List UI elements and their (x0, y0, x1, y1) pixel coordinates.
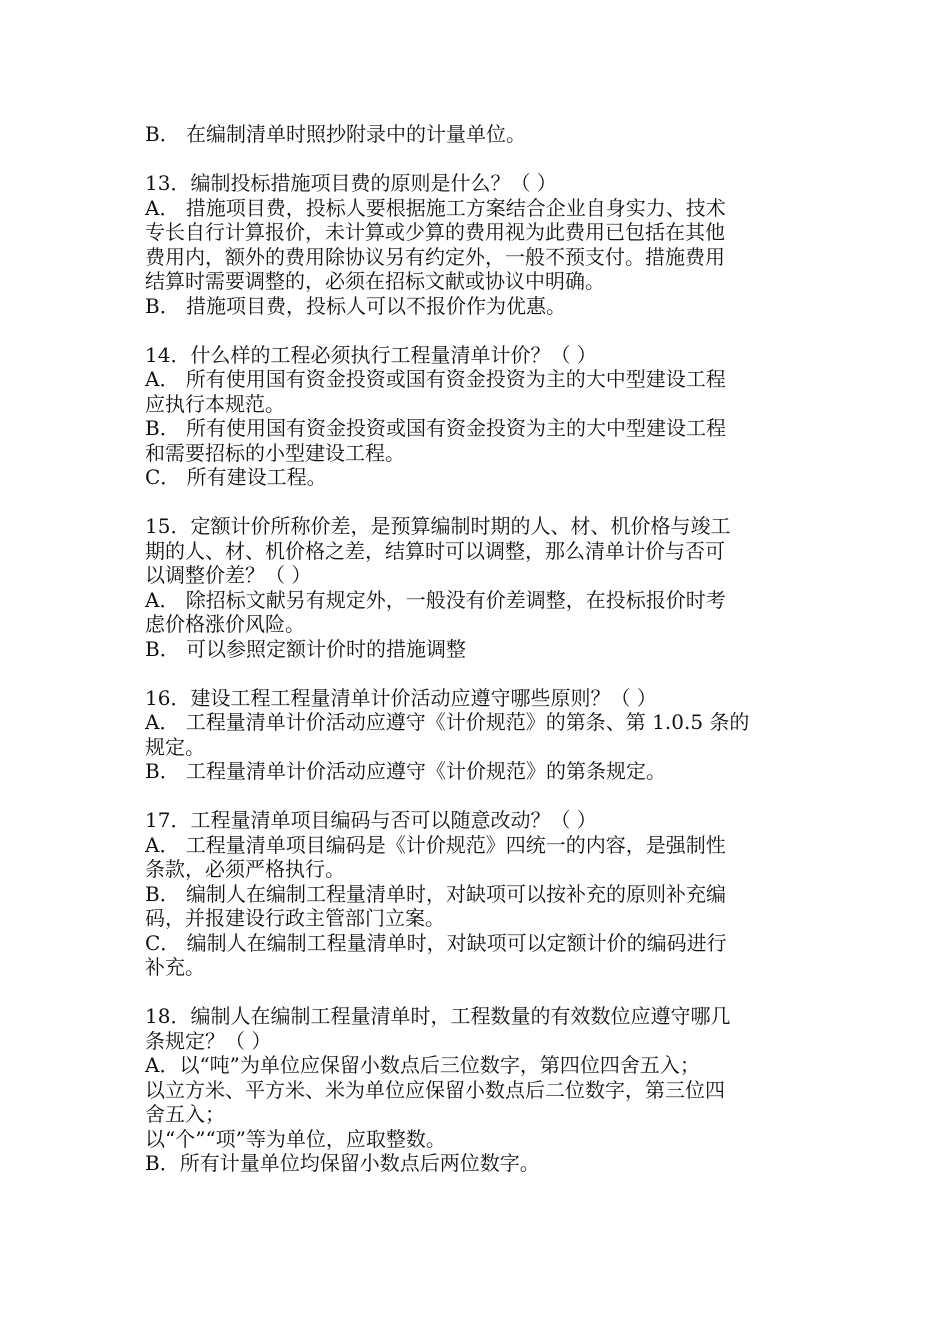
text-line: B． 工程量清单计价活动应遵守《计价规范》的第条规定。 (145, 759, 667, 783)
text-line: 以“个”“项”等为单位，应取整数。 (145, 1126, 446, 1151)
text-line: 舍五入； (145, 1102, 225, 1126)
text-line: B． 措施项目费，投标人可以不报价作为优惠。 (145, 293, 567, 318)
text-line: 14．什么样的工程必须执行工程量清单计价？（ ） (145, 342, 597, 367)
text-line: 期的人、材、机价格之差，结算时可以调整，那么清单计价与否可 (145, 538, 725, 563)
question-block (145, 808, 807, 980)
text-line: B． 可以参照定额计价时的措施调整 (145, 636, 467, 661)
text-line: 规定。 (145, 734, 205, 759)
document-page (145, 122, 807, 1176)
text-line: B． 所有使用国有资金投资或国有资金投资为主的大中型建设工程 (145, 416, 727, 440)
text-line: 16．建设工程工程量清单计价活动应遵守哪些原则？（ ） (145, 685, 657, 710)
text-line: C． 编制人在编制工程量清单时，对缺项可以定额计价的编码进行 (145, 930, 727, 955)
text-line: 应执行本规范。 (145, 391, 285, 416)
question-block (145, 171, 807, 318)
text-line: A． 所有使用国有资金投资或国有资金投资为主的大中型建设工程 (145, 367, 726, 391)
text-line: B． 在编制清单时照抄附录中的计量单位。 (145, 122, 527, 146)
text-line: B．所有计量单位均保留小数点后两位数字。 (145, 1151, 540, 1175)
paragraph-gap (145, 784, 807, 809)
text-line: 条款，必须严格执行。 (145, 857, 345, 881)
text-line: 条规定？（ ） (145, 1028, 272, 1053)
answer-fragment (145, 122, 807, 147)
paragraph-gap (145, 490, 807, 515)
text-line: 13．编制投标措施项目费的原则是什么？（ ） (145, 171, 557, 195)
question-block (145, 514, 807, 661)
text-line: 补充。 (145, 955, 205, 979)
text-line: 17．工程量清单项目编码与否可以随意改动？（ ） (145, 808, 597, 832)
text-line: 费用内，额外的费用除协议另有约定外，一般不预支付。措施费用 (145, 244, 725, 269)
paragraph-gap (145, 661, 807, 686)
question-block (145, 686, 807, 784)
question-block (145, 1004, 807, 1176)
text-line: A． 措施项目费，投标人要根据施工方案结合企业自身实力、技术 (145, 195, 726, 220)
text-line: 18．编制人在编制工程量清单时，工程数量的有效数位应遵守哪几 (145, 1004, 731, 1028)
text-line: A．以“吨”为单位应保留小数点后三位数字，第四位四舍五入； (145, 1053, 700, 1077)
text-line: 以调整价差？（ ） (145, 563, 312, 587)
text-line: B． 编制人在编制工程量清单时，对缺项可以按补充的原则补充编 (145, 881, 727, 906)
text-line: A． 工程量清单计价活动应遵守《计价规范》的第条、第 1.0.5 条的 (145, 710, 750, 734)
text-line: A． 除招标文献另有规定外，一般没有价差调整，在投标报价时考 (145, 587, 726, 612)
text-line: 码，并报建设行政主管部门立案。 (145, 906, 445, 930)
paragraph-gap (145, 147, 807, 172)
paragraph-gap (145, 980, 807, 1005)
text-line: 结算时需要调整的，必须在招标文献或协议中明确。 (145, 269, 605, 293)
question-block (145, 343, 807, 490)
text-line: 和需要招标的小型建设工程。 (145, 440, 405, 465)
paragraph-gap (145, 318, 807, 343)
text-line: 虑价格涨价风险。 (145, 612, 305, 636)
text-line: 以立方米、平方米、米为单位应保留小数点后二位数字，第三位四 (145, 1077, 725, 1102)
text-line: A． 工程量清单项目编码是《计价规范》四统一的内容，是强制性 (145, 832, 726, 857)
text-line: 专长自行计算报价，未计算或少算的费用视为此费用已包括在其他 (145, 220, 725, 244)
text-line: 15．定额计价所称价差，是预算编制时期的人、材、机价格与竣工 (145, 514, 731, 538)
text-line: C． 所有建设工程。 (145, 465, 327, 489)
